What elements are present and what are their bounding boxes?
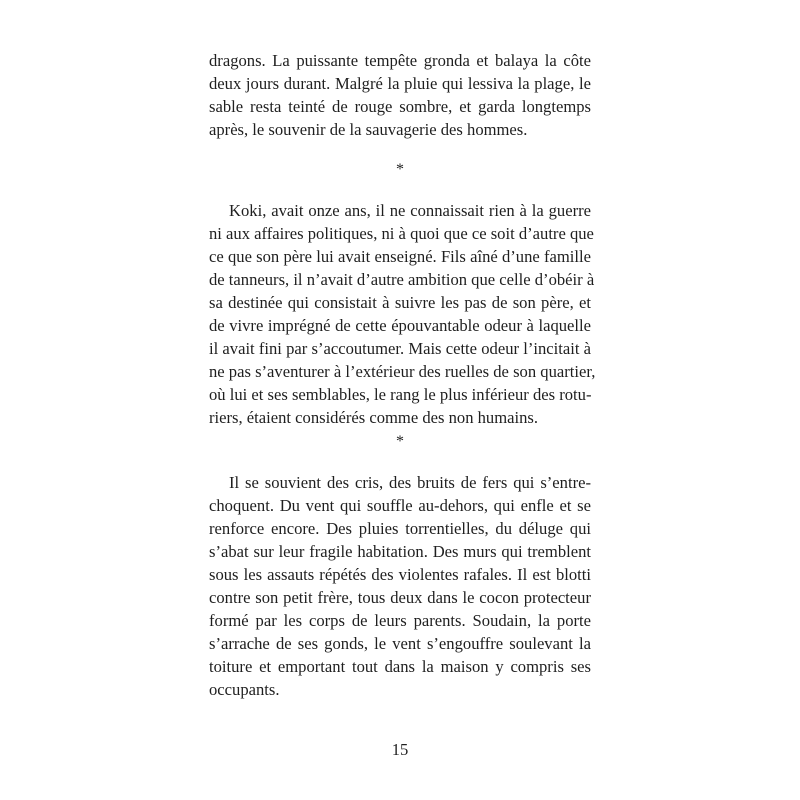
text-line: dragons. La puissante tempête gronda et balaya la côte [209, 51, 591, 70]
page-number: 15 [391, 740, 409, 759]
text-line: choquent. Du vent qui souffle au-dehors, qui enfle et se [209, 496, 591, 515]
text-line: Il se souvient des cris, des bruits de fers qui s’entre- [229, 473, 591, 492]
text-line: de tanneurs, il n’avait d’autre ambition que celle d’obéir à [209, 270, 595, 289]
section-separator: * [396, 161, 404, 178]
text-line: il avait fini par s’accoutumer. Mais cette odeur l’incitait à [209, 339, 591, 358]
text-line: sable resta teinté de rouge sombre, et garda longtemps [209, 97, 591, 116]
text-line: ni aux affaires politiques, ni à quoi que ce soit d’autre que [209, 224, 594, 243]
text-line: renforce encore. Des pluies torrentielles, du déluge qui [209, 519, 591, 538]
text-line: formé par les corps de leurs parents. Soudain, la porte [209, 611, 591, 630]
text-line: où lui et ses semblables, le rang le plus inférieur des rotu- [209, 385, 592, 404]
text-line: sa destinée qui consistait à suivre les pas de son père, et [209, 293, 591, 312]
text-line: s’abat sur leur fragile habitation. Des murs qui tremblent [209, 542, 591, 561]
section-separator: * [396, 433, 404, 450]
text-line: sous les assauts répétés des violentes rafales. Il est blotti [209, 565, 591, 584]
text-line: Koki, avait onze ans, il ne connaissait rien à la guerre [229, 201, 591, 220]
text-line: de vivre imprégné de cette épouvantable odeur à laquelle [209, 316, 591, 335]
text-line: occupants. [209, 680, 280, 699]
text-line: après, le souvenir de la sauvagerie des hommes. [209, 120, 528, 139]
text-line: toiture et emportant tout dans la maison y compris ses [209, 657, 591, 676]
text-line: deux jours durant. Malgré la pluie qui lessiva la plage, le [209, 74, 591, 93]
text-line: ne pas s’aventurer à l’extérieur des ruelles de son quartier, [209, 362, 596, 381]
text-line: riers, étaient considérés comme des non humains. [209, 408, 539, 427]
text-line: contre son petit frère, tous deux dans le cocon protecteur [209, 588, 591, 607]
text-line: s’arrache de ses gonds, le vent s’engouffre soulevant la [209, 634, 591, 653]
text-line: ce que son père lui avait enseigné. Fils aîné d’une famille [209, 247, 591, 266]
